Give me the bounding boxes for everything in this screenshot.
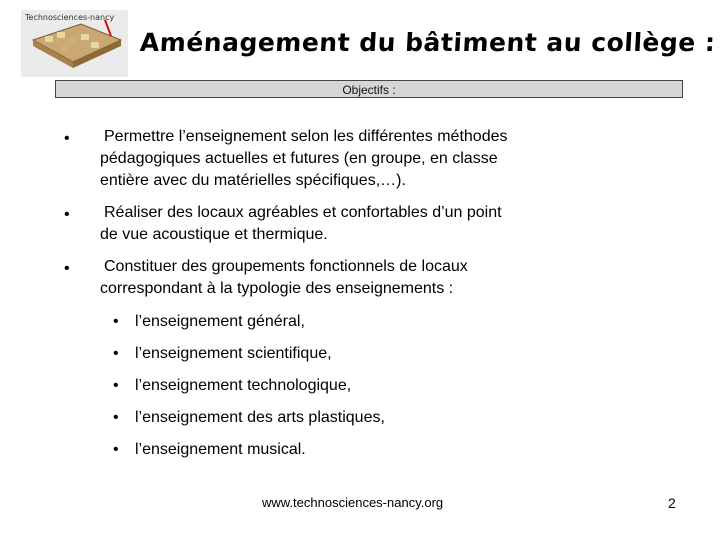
bullet-line: Réaliser des locaux agréables et confortables d’un point bbox=[104, 204, 502, 221]
bullet-item-2 bbox=[100, 202, 502, 246]
sub-item-arts: l’enseignement des arts plastiques, bbox=[135, 409, 385, 426]
page-number: 2 bbox=[668, 495, 676, 511]
sub-item-music: l’enseignement musical. bbox=[135, 441, 306, 458]
sub-item-scientific: l’enseignement scientifique, bbox=[135, 345, 332, 362]
bullet-line: pédagogiques actuelles et futures (en groupe, en classe bbox=[100, 150, 498, 167]
sub-bullet-marker: • bbox=[113, 441, 119, 458]
sub-bullet-marker: • bbox=[113, 345, 119, 362]
bullet-item-3 bbox=[100, 256, 468, 300]
page-title: Aménagement du bâtiment au collège : bbox=[139, 28, 717, 57]
sub-item-general: l’enseignement général, bbox=[135, 313, 305, 330]
bullet-line: correspondant à la typologie des enseignements : bbox=[100, 280, 454, 297]
bullet-line: Permettre l’enseignement selon les différentes méthodes bbox=[104, 128, 508, 145]
bullet-line: entière avec du matérielles spécifiques,…). bbox=[100, 172, 406, 189]
bullet-marker: • bbox=[64, 206, 70, 223]
bullet-marker: • bbox=[64, 130, 70, 147]
bullet-marker: • bbox=[64, 260, 70, 277]
bullet-item-1 bbox=[100, 126, 507, 192]
bullet-line: de vue acoustique et thermique. bbox=[100, 226, 328, 243]
footer-url[interactable]: www.technosciences-nancy.org bbox=[262, 495, 444, 510]
sub-bullet-marker: • bbox=[113, 409, 119, 426]
objectives-banner: Objectifs : bbox=[55, 80, 683, 98]
bullet-line: Constituer des groupements fonctionnels de locaux bbox=[104, 258, 468, 275]
sub-bullet-marker: • bbox=[113, 377, 119, 394]
logo-text: Technosciences-nancy bbox=[25, 13, 115, 22]
sub-item-technological: l’enseignement technologique, bbox=[135, 377, 352, 394]
sub-bullet-marker: • bbox=[113, 313, 119, 330]
logo bbox=[21, 10, 128, 77]
